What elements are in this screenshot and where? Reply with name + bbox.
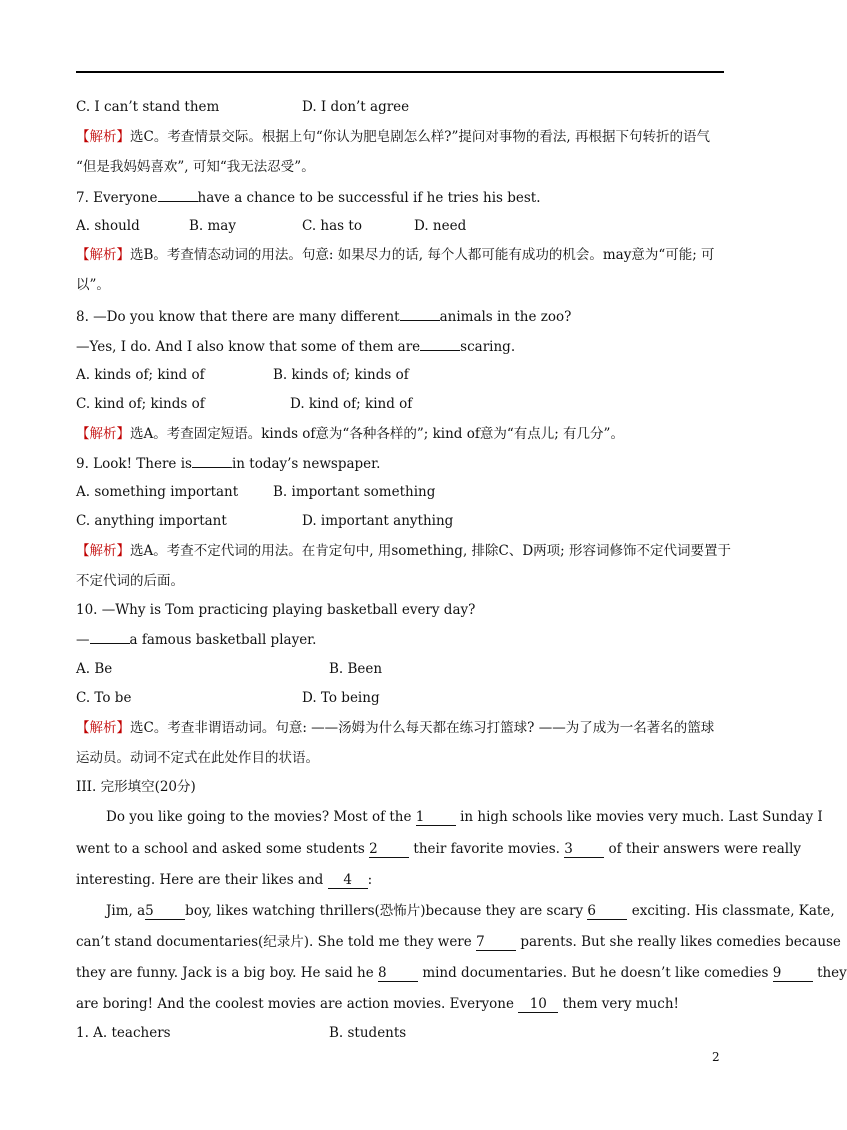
cloze-blank-10: 10 <box>518 996 558 1013</box>
analysis-label: 【解析】 <box>76 129 130 145</box>
q9-option-d: D. important anything <box>302 513 454 529</box>
q10-stem-1: 10. —Why is Tom practicing playing basketball every day? <box>76 602 476 618</box>
cloze-blank-3: 3 <box>564 841 604 858</box>
header-rule <box>76 71 724 73</box>
q6-analysis-cont: “但是我妈妈喜欢”, 可知“我无法忍受”。 <box>76 159 315 175</box>
cloze-p2-line4: are boring! And the coolest movies are action movies. Everyone 10 them very much! <box>76 996 679 1012</box>
q10-stem-2: — a famous basketball player. <box>76 629 724 650</box>
cloze-blank-8: 8 <box>378 965 418 982</box>
cloze-blank-6: 6 <box>587 903 627 920</box>
cloze-blank-2: 2 <box>369 841 409 858</box>
cloze-p2-line3: they are funny. Jack is a big boy. He said he 8 mind documentaries. But he doesn’t like comedies 9 they <box>76 965 847 981</box>
answer-blank <box>90 629 130 644</box>
q7-analysis-cont: 以”。 <box>76 277 110 293</box>
q7-stem: 7. Everyone have a chance to be successful if he tries his best. <box>76 187 724 208</box>
q6-option-c: C. I can’t stand them <box>76 99 220 115</box>
cloze-p2-line1: Jim, a5 boy, likes watching thrillers(恐怖片)because they are scary 6 exciting. His classmate, Kate, <box>106 903 835 919</box>
q9-option-c: C. anything important <box>76 513 227 529</box>
q7-options <box>76 216 724 236</box>
q6-option-d: D. I don’t agree <box>302 99 410 115</box>
q9-options-cd <box>76 511 724 531</box>
q9-option-a: A. something important <box>76 484 239 500</box>
q7-option-d: D. need <box>414 218 467 234</box>
q7-analysis: 【解析】选B。考查情态动词的用法。句意: 如果尽力的话, 每个人都可能有成功的机会。may意为“可能; 可 <box>76 247 715 263</box>
q8-option-a: A. kinds of; kind of <box>76 367 205 383</box>
cloze-q1-options <box>76 1023 724 1043</box>
page-number: 2 <box>712 1050 720 1064</box>
answer-blank <box>420 336 460 351</box>
q10-option-a: A. Be <box>76 661 113 677</box>
q8-stem-1: 8. —Do you know that there are many different animals in the zoo? <box>76 306 724 327</box>
cloze-blank-4: 4 <box>328 872 368 889</box>
q8-stem-2: —Yes, I do. And I also know that some of them are scaring. <box>76 336 724 357</box>
cloze-p1-line1: Do you like going to the movies? Most of the 1 in high schools like movies very much. Last Sunday I <box>106 809 823 825</box>
q10-option-c: C. To be <box>76 690 132 706</box>
cloze-p2-line2: can’t stand documentaries(纪录片). She told me they were 7 parents. But she really likes comedies because <box>76 934 841 950</box>
q8-option-b: B. kinds of; kinds of <box>273 367 409 383</box>
q10-options-ab <box>76 659 724 679</box>
cloze-p1-line3: interesting. Here are their likes and 4 : <box>76 872 373 888</box>
q8-options-cd <box>76 394 724 414</box>
analysis-label: 【解析】 <box>76 247 130 263</box>
q9-option-b: B. important something <box>273 484 436 500</box>
q6-analysis: 【解析】选C。考查情景交际。根据上句“你认为肥皂剧怎么样?”提问对事物的看法, 再根据下句转折的语气 <box>76 129 710 145</box>
q10-option-d: D. To being <box>302 690 380 706</box>
answer-blank <box>192 453 232 468</box>
analysis-label: 【解析】 <box>76 426 130 442</box>
cloze-blank-1: 1 <box>416 809 456 826</box>
cloze-p1-line2: went to a school and asked some students 2 their favorite movies. 3 of their answers were really <box>76 841 802 857</box>
answer-blank <box>158 187 198 202</box>
q6-options <box>76 97 724 117</box>
q8-options-ab <box>76 365 724 385</box>
answer-blank <box>400 306 440 321</box>
q7-option-b: B. may <box>189 218 236 234</box>
q9-analysis: 【解析】选A。考查不定代词的用法。在肯定句中, 用something, 排除C、D两项; 形容词修饰不定代词要置于 <box>76 543 732 559</box>
q9-analysis-cont: 不定代词的后面。 <box>76 573 184 589</box>
cloze-blank-5: 5 <box>145 903 185 920</box>
q8-option-c: C. kind of; kinds of <box>76 396 205 412</box>
cloze-q1-option-b: B. students <box>329 1025 407 1041</box>
q9-stem: 9. Look! There is in today’s newspaper. <box>76 453 724 474</box>
q10-options-cd <box>76 688 724 708</box>
q8-analysis: 【解析】选A。考查固定短语。kinds of意为“各种各样的”; kind of意为“有点儿; 有几分”。 <box>76 426 624 442</box>
q10-analysis: 【解析】选C。考查非谓语动词。句意: ——汤姆为什么每天都在练习打篮球? ——为了成为一名著名的篮球 <box>76 720 715 736</box>
cloze-q1-option-a: 1. A. teachers <box>76 1025 171 1041</box>
cloze-blank-9: 9 <box>773 965 813 982</box>
q10-analysis-cont: 运动员。动词不定式在此处作目的状语。 <box>76 750 319 766</box>
q8-option-d: D. kind of; kind of <box>290 396 413 412</box>
cloze-blank-7: 7 <box>476 934 516 951</box>
analysis-label: 【解析】 <box>76 720 130 736</box>
section-heading: III. 完形填空(20分) <box>76 779 196 795</box>
analysis-label: 【解析】 <box>76 543 130 559</box>
q10-option-b: B. Been <box>329 661 383 677</box>
q7-option-c: C. has to <box>302 218 362 234</box>
q7-option-a: A. should <box>76 218 140 234</box>
q9-options-ab <box>76 482 724 502</box>
